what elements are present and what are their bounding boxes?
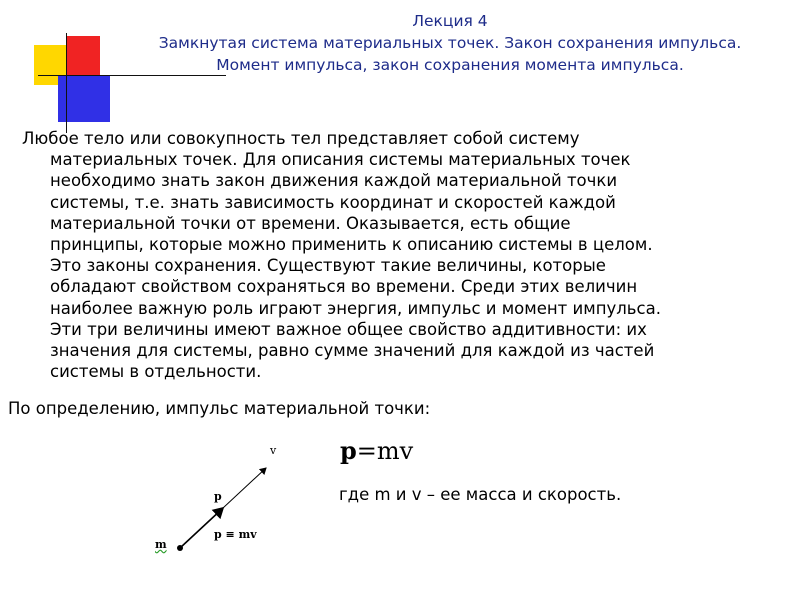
- main-paragraph: [22, 128, 780, 382]
- label-mass: m: [155, 538, 167, 551]
- formula-p: p: [340, 436, 357, 465]
- paragraph-line: материальных точек. Для описания системы материальных точек: [50, 150, 631, 170]
- momentum-vector-diagram: [140, 440, 300, 570]
- material-point-dot: [177, 545, 183, 551]
- paragraph-line: Любое тело или совокупность тел представляет собой систему: [22, 129, 580, 148]
- decor-vertical-line: [66, 33, 67, 133]
- formula-mv: mv: [376, 437, 414, 465]
- momentum-definition: По определению, импульс материальной точки:: [8, 399, 431, 418]
- paragraph-line: необходимо знать закон движения каждой материальной точки: [50, 171, 618, 191]
- paragraph-line: наиболее важную роль играют энергия, импульс и момент импульса.: [50, 298, 661, 318]
- paragraph-line: обладают свойством сохраняться во времени. Среди этих величин: [50, 277, 638, 297]
- paragraph-line: Это законы сохранения. Существуют такие величины, которые: [50, 256, 606, 276]
- paragraph-line: системы в отдельности.: [50, 362, 262, 382]
- slide-title-line-1: Замкнутая система материальных точек. Закон сохранения импульса.: [158, 34, 742, 52]
- paragraph-line: материальной точки от времени. Оказывается, есть общие: [50, 213, 571, 233]
- label-velocity: v: [270, 444, 277, 457]
- label-momentum: p: [214, 490, 222, 503]
- formula-equals: =: [356, 437, 377, 465]
- paragraph-line: системы, т.е. знать зависимость координат и скоростей каждой: [50, 192, 616, 212]
- momentum-formula: [340, 436, 413, 465]
- lecture-number: Лекция 4: [412, 12, 488, 30]
- paragraph-line: Эти три величины имеют важное общее свойство аддитивности: их: [50, 319, 647, 339]
- decor-red-square: [66, 36, 100, 78]
- label-momentum-equals-mv: p ≡ mv: [214, 528, 257, 541]
- slide-title-line-2: Момент импульса, закон сохранения момента импульса.: [216, 56, 684, 74]
- paragraph-line: значения для системы, равно сумме значений для каждой из частей: [50, 341, 655, 361]
- formula-explanation: где m и v – ее масса и скорость.: [339, 485, 622, 504]
- slide-header: [110, 10, 790, 76]
- paragraph-line: принципы, которые можно применить к описанию системы в целом.: [50, 235, 653, 255]
